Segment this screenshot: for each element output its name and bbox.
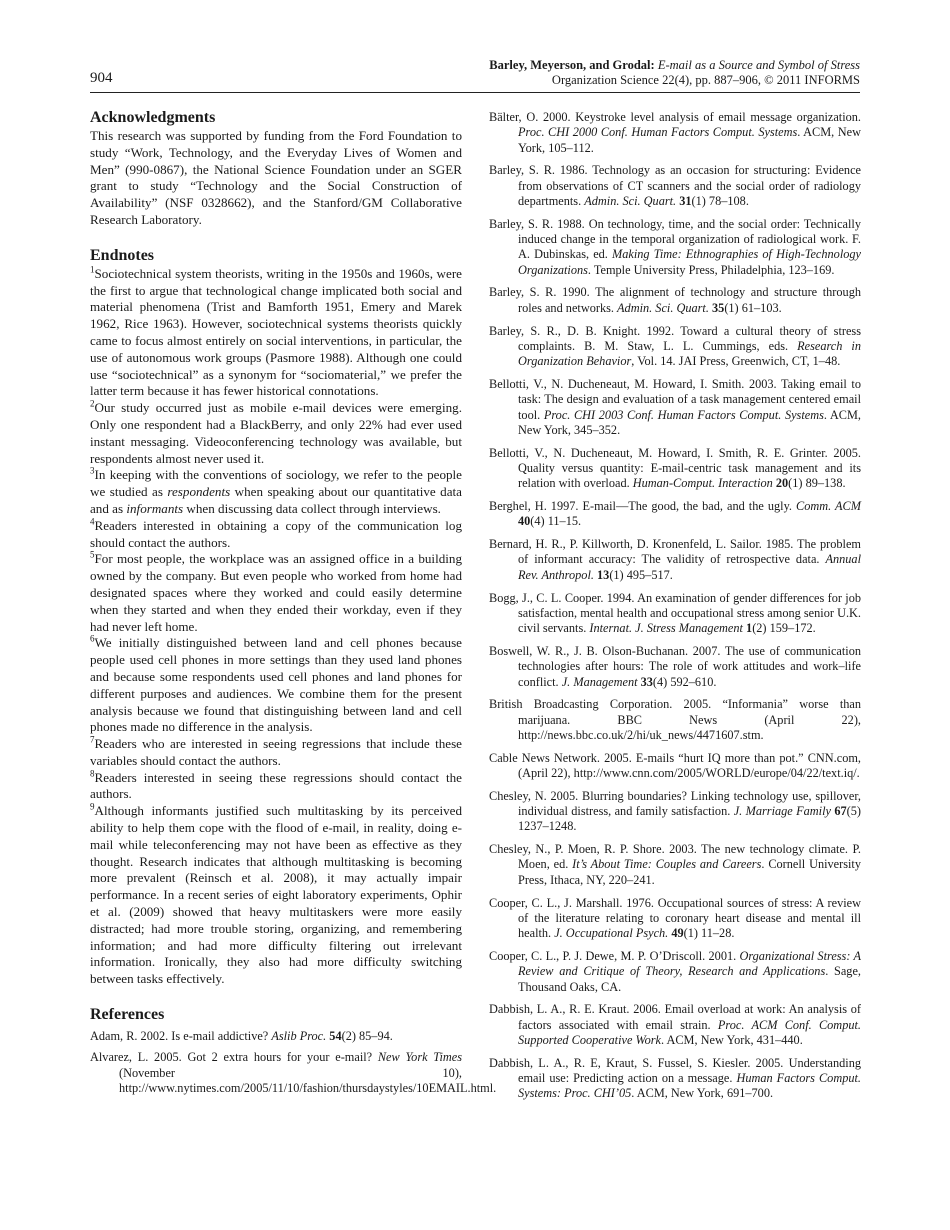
reference-entry — [489, 789, 861, 835]
reference-text: (1) 61–103. — [724, 300, 782, 315]
reference-source: Aslib Proc. — [271, 1029, 327, 1044]
running-header — [90, 58, 860, 92]
reference-source: Organizational Stress: A Review and Critique of Theory, Research and Applications — [518, 948, 861, 979]
reference-source: Research in Organization Behavior — [518, 338, 861, 369]
right-column — [489, 110, 861, 1109]
reference-text: Chesley, N., P. Moen, R. P. Shore. 2003. The new technology climate. P. Moen, ed. — [489, 842, 861, 872]
reference-text: Bernard, H. R., P. Killworth, D. Kronenfeld, L. Sailor. 1985. The problem of informant accuracy: The validity of retrospective data. — [489, 537, 861, 567]
reference-entry — [90, 1029, 462, 1044]
reference-entry — [489, 324, 861, 370]
reference-text: (5) 1237–1248. — [518, 804, 861, 834]
reference-volume: 54 — [329, 1029, 342, 1044]
references-list-left — [90, 1029, 497, 1096]
reference-source: Internat. J. Stress Management — [589, 621, 743, 636]
endnote-text: For most people, the workplace was an assigned office in a building owned by the company. But even people who worked from home had designated spaces where they worked and could easily determine when they started and when they ended their workday, even if they had never left home. — [90, 551, 462, 634]
header-title: E-mail as a Source and Symbol of Stress — [657, 58, 860, 72]
reference-entry — [489, 896, 861, 942]
endnote — [90, 518, 462, 552]
reference-source: Comm. ACM — [796, 499, 861, 514]
reference-entry — [489, 1056, 861, 1102]
reference-entry — [489, 591, 861, 637]
endnote-number: 6 — [90, 633, 95, 644]
reference-text: Bälter, O. 2000. Keystroke level analysis of email message organization. — [489, 110, 861, 124]
reference-entry — [489, 949, 861, 995]
endnote — [90, 551, 462, 635]
reference-text: (2) 85–94. — [341, 1029, 393, 1044]
endnote — [90, 736, 462, 770]
reference-volume: 35 — [712, 300, 725, 315]
reference-entry — [489, 163, 861, 209]
reference-volume: 67 — [834, 804, 847, 819]
reference-source: J. Occupational Psych. — [554, 926, 669, 941]
reference-text: . Cornell University Press, Ithaca, NY, 220–241. — [518, 857, 861, 887]
header-journal-line: Organization Science 22(4), pp. 887–906, © 2011 INFORMS — [551, 73, 860, 87]
header-rule — [90, 92, 860, 93]
left-column — [90, 108, 497, 1102]
endnote — [90, 770, 462, 804]
endnote — [90, 635, 462, 736]
endnote-text: Sociotechnical system theorists, writing in the 1950s and 1960s, were the first to argue that technological change implicated both social and material phenomena (Trist and Bamforth 1951, Emery and Marek 1962, Rice 1963). However, sociotechnical systems theorists quickly came to focus almost entirely on social interventions, in particular, the use of autonomous work groups (Pasmore 1988). Although one could use “sociotechnical” as a synonym for “sociomaterial,” we prefer the latter term because it has fewer historical connotations. — [90, 265, 462, 399]
endnote-text: In keeping with the conventions of sociology, we refer to the people we studied as — [90, 467, 462, 500]
endnote-emphasis: informants — [126, 500, 184, 516]
endnote-number: 7 — [90, 734, 95, 745]
endnote-text: We initially distinguished between land and cell phones because people used cell phones in more settings than they used land phones and because some respondents used cell phones and land phones for different purposes and audiences. We combine them for the present analysis because we found that distinguishing between land and cell phones made no difference in the analysis. — [90, 635, 462, 735]
reference-text: Bogg, J., C. L. Cooper. 1994. An examination of gender differences for job satisfaction, mental health and occupational stress among senior U.K. civil servants. — [489, 590, 861, 636]
reference-entry — [489, 751, 861, 782]
reference-source: Admin. Sci. Quart. — [584, 193, 677, 208]
reference-text: (1) 11–28. — [683, 926, 735, 941]
reference-source: Proc. ACM Conf. Comput. Supported Cooperative Work — [518, 1017, 861, 1047]
acknowledgments-text: This research was supported by funding from the Ford Foundation to study “Work, Technology, and the Everyday Lives of Women and Men” (990-0867), the National Science Foundation under an SGER grant to study “Technology and the Social Construction of Availability” (NSF 0328662), and the Stanford/GM Collaborative Research Laboratory. — [90, 128, 462, 227]
reference-volume: 1 — [746, 621, 753, 636]
reference-entry — [489, 499, 861, 530]
reference-source: J. Management — [561, 674, 638, 689]
reference-text: (1) 495–517. — [609, 567, 673, 582]
reference-text: Cable News Network. 2005. E-mails “hurt IQ more than pot.” CNN.com, (April 22), http://www.cnn.com/2005/WORLD/europe/04/22/text.iq/. — [489, 750, 861, 780]
reference-source: Annual Rev. Anthropol. — [518, 552, 861, 582]
reference-text: . ACM, New York, 431–440. — [661, 1032, 803, 1047]
reference-text: . ACM, New York, 345–352. — [518, 407, 861, 437]
reference-volume: 13 — [597, 567, 610, 582]
endnote-number: 8 — [90, 768, 95, 779]
reference-source: It’s About Time: Couples and Careers — [572, 857, 762, 872]
endnote-text: Our study occurred just as mobile e-mail devices were emerging. Only one respondent had a BlackBerry, and only 22% had ever used instant messaging. Videoconferencing technology was available, but respondents almost never used it. — [90, 400, 462, 466]
reference-entry — [489, 377, 861, 438]
endnote-text: Readers interested in obtaining a copy of the communication log should contact the authors. — [90, 517, 462, 550]
reference-text: Dabbish, L. A., R. E. Kraut. 2006. Email overload at work: An analysis of factors associated with email strain. — [489, 1002, 861, 1032]
references-heading: References — [90, 1006, 165, 1024]
endnote-number: 1 — [90, 264, 95, 275]
reference-text: Adam, R. 2002. Is e-mail addictive? — [90, 1029, 272, 1044]
reference-entry — [90, 1050, 497, 1096]
reference-text: Boswell, W. R., J. B. Olson-Buchanan. 2007. The use of communication technologies after hours: The role of work attitudes and work–life conflict. — [489, 643, 861, 689]
reference-entry — [489, 446, 861, 492]
reference-text: Cooper, C. L., J. Marshall. 1976. Occupational sources of stress: A review of the literature relating to coronary heart disease and mental ill health. — [489, 895, 861, 941]
header-authors: Barley, Meyerson, and Grodal: — [489, 58, 655, 72]
reference-entry — [489, 110, 861, 156]
reference-text: (1) 89–138. — [788, 476, 846, 491]
reference-text: . ACM, New York, 691–700. — [631, 1086, 774, 1101]
reference-entry — [489, 1002, 861, 1048]
reference-text: (4) 11–15. — [530, 514, 582, 529]
reference-entry — [489, 217, 861, 278]
reference-text: Alvarez, L. 2005. Got 2 extra hours for your e-mail? — [90, 1050, 378, 1065]
endnotes-heading: Endnotes — [90, 246, 155, 264]
reference-volume: 33 — [640, 674, 653, 689]
endnote-emphasis: respondents — [167, 484, 231, 500]
reference-text: . ACM, New York, 105–112. — [518, 125, 861, 155]
endnote-text: when discussing data collect through interviews. — [183, 500, 441, 516]
reference-source: New York Times — [377, 1050, 462, 1065]
reference-entry — [489, 644, 861, 690]
reference-text: (4) 592–610. — [652, 674, 717, 689]
reference-source: Proc. CHI 2000 Conf. Human Factors Comput. Systems — [518, 125, 798, 140]
page-number: 904 — [90, 70, 113, 86]
endnote-number: 3 — [90, 465, 95, 476]
endnote — [90, 266, 462, 400]
reference-volume: 40 — [518, 514, 531, 529]
endnote-number: 5 — [90, 549, 95, 560]
endnotes-list — [90, 266, 462, 988]
endnote-number: 4 — [90, 516, 95, 527]
reference-text: Barley, S. R. 1986. Technology as an occasion for structuring: Evidence from observations of CT scanners and the social order of radiology departments. — [489, 163, 861, 208]
reference-volume: 49 — [671, 926, 684, 941]
endnote-text: Readers interested in seeing these regressions should contact the authors. — [90, 769, 462, 802]
reference-text: Bellotti, V., N. Ducheneaut, M. Howard, I. Smith, R. E. Grinter. 2005. Quality versus quantity: E-mail-centric task management and its relation with overload. — [489, 445, 861, 491]
reference-text: Dabbish, L. A., R. E, Kraut, S. Fussel, S. Kiesler. 2005. Understanding email use: Predicting action on a message. — [489, 1055, 861, 1086]
endnote-text: Readers who are interested in seeing regressions that include these variables should contact the authors. — [90, 736, 462, 768]
acknowledgments-heading: Acknowledgments — [90, 109, 216, 126]
reference-source: J. Marriage Family — [733, 804, 831, 819]
endnote — [90, 467, 462, 517]
reference-source: Admin. Sci. Quart. — [617, 300, 709, 315]
reference-text: Barley, S. R. 1988. On technology, time, and the social order: Technically induced change in the temporal organization of radiological work. F. A. Dubinskas, ed. — [489, 216, 861, 262]
reference-text: Berghel, H. 1997. E-mail—The good, the bad, and the ugly. — [489, 499, 797, 514]
reference-source: Making Time: Ethnographies of High-Technology Organizations — [518, 247, 861, 277]
endnote-text: when speaking about our quantitative data and as — [90, 484, 462, 516]
reference-text: . Temple University Press, Philadelphia, 123–169. — [587, 262, 835, 277]
reference-text: , Vol. 14. JAI Press, Greenwich, CT, 1–48. — [631, 354, 841, 369]
reference-text: (1) 78–108. — [691, 193, 749, 208]
reference-text: Chesley, N. 2005. Blurring boundaries? Linking technology use, spillover, individual distress, and family satisfaction. — [489, 788, 861, 819]
endnote-number: 2 — [90, 398, 95, 409]
reference-text: Barley, S. R., D. B. Knight. 1992. Toward a cultural theory of stress complaints. B. M. Staw, L. L. Cummings, eds. — [489, 323, 861, 353]
endnote-text: Although informants justified such multitasking by its perceived ability to help them cope with the flood of e-mail, in reality, doing e-mail while teleconferencing may not have been as effective as they thought. Research indicates that although multitasking is becoming more prevalent (Reinsch et al. 2008), it may actually impair performance. In a recent series of eight laboratory experiments, Ophir et al. (2009) showed that heavy multitaskers were more easily distracted; had more trouble storing, organizing, and remembering information; and had more difficulty filtering out irrelevant information. Ironically, they also had more difficulty switching between tasks effectively. — [90, 803, 462, 987]
endnote-number: 9 — [90, 801, 95, 812]
endnote — [90, 400, 462, 467]
reference-text: Bellotti, V., N. Ducheneaut, M. Howard, I. Smith. 2003. Taking email to task: The design and evaluation of a task management centered email tool. — [489, 376, 861, 422]
references-list-right — [489, 110, 861, 1102]
reference-source: Human-Comput. Interaction — [632, 476, 773, 491]
reference-text: Barley, S. R. 1990. The alignment of technology and structure through roles and networks. — [489, 285, 861, 315]
reference-text: Cooper, C. L., P. J. Dewe, M. P. O’Driscoll. 2001. — [489, 948, 740, 963]
reference-text: (2) 159–172. — [752, 621, 816, 636]
reference-entry — [489, 537, 861, 583]
reference-source: Human Factors Comput. Systems: Proc. CHI’05 — [518, 1071, 861, 1101]
reference-text: (November 10), http://www.nytimes.com/2005/11/10/fashion/thursdaystyles/10EMAIL.html. — [119, 1065, 497, 1095]
reference-text: British Broadcasting Corporation. 2005. “Informania” worse than marijuana. BBC News (April 22), http://news.bbc.co.uk/2/hi/uk_news/4471607.stm. — [489, 697, 861, 742]
reference-entry — [489, 697, 861, 743]
reference-entry — [489, 842, 861, 888]
reference-source: Proc. CHI 2003 Conf. Human Factors Comput. Systems — [543, 407, 824, 422]
reference-volume: 20 — [775, 476, 789, 491]
reference-text: . Sage, Thousand Oaks, CA. — [518, 964, 861, 994]
reference-volume: 31 — [679, 193, 692, 208]
running-title — [489, 58, 860, 88]
reference-entry — [489, 285, 861, 316]
endnote — [90, 803, 462, 988]
